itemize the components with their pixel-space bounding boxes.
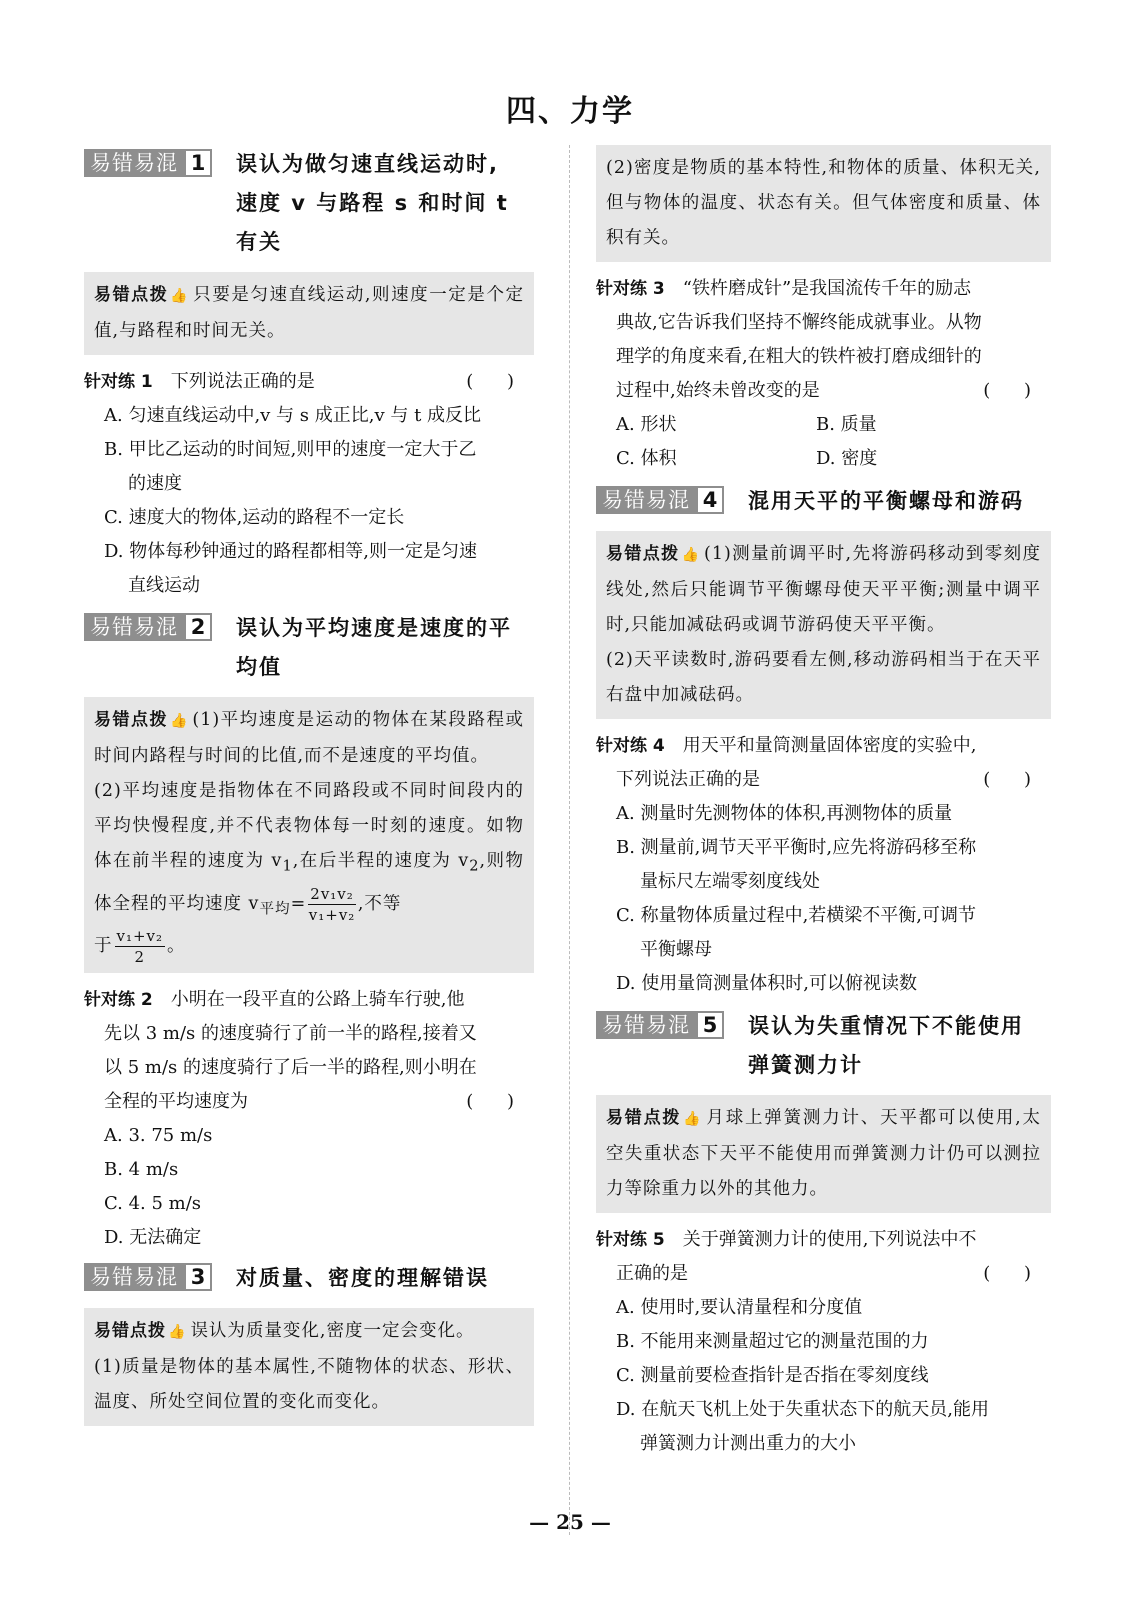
thumbs-up-icon: 👍 bbox=[170, 288, 189, 304]
answer-bracket: ( ) bbox=[983, 380, 1045, 401]
option-c: C. 体积 bbox=[616, 448, 677, 469]
option-d: D. 物体每秒钟通过的路程都相等,则一定是匀速 bbox=[104, 541, 477, 562]
mean-speed-fraction: $\frac{\text{v₁+v₂}}{2}$ bbox=[116, 927, 164, 966]
option-d: D. 无法确定 bbox=[104, 1227, 202, 1248]
section-2-tip: 易错点拨 👍 (1)平均速度是运动的物体在某段路程或时间内路程与时间的比值,而不是速度的平均值。 (2)平均速度是指物体在不同路段或不同时间段内的平均快慢程度,并不代表物体每一时刻的速度。如物体在前半程的速度为 $v_1$,在后半程的速度为 $v_2$,则物体全程的平均速度 $v_{平均}=$ $\frac{\text{2v₁v₂}}{\text{v₁+v₂}}$ ,不等 于 $\frac{\text{v₁+v₂}}{2}$ 。 bbox=[84, 697, 534, 973]
left-column bbox=[84, 145, 534, 1436]
section-5-heading bbox=[596, 1007, 1051, 1085]
section-tag: 易错易混 1 bbox=[84, 149, 212, 177]
answer-bracket: ( ) bbox=[983, 769, 1045, 790]
section-3-tip-a: 易错点拨 👍 误认为质量变化,密度一定会变化。 (1)质量是物体的基本属性,不随物体的状态、形状、温度、所处空间位置的变化而变化。 bbox=[84, 1308, 534, 1426]
option-b: B. 不能用来测量超过它的测量范围的力 bbox=[616, 1331, 929, 1352]
option-a: A. 匀速直线运动中,v 与 s 成正比,v 与 t 成反比 bbox=[104, 405, 482, 426]
average-speed-fraction: $\frac{\text{2v₁v₂}}{\text{v₁+v₂}}$ bbox=[308, 884, 356, 924]
section-1-title: 误认为做匀速直线运动时, 速度 v 与路程 s 和时间 t 有关 bbox=[236, 152, 509, 254]
right-column bbox=[596, 145, 1051, 1463]
option-d: D. 使用量筒测量体积时,可以俯视读数 bbox=[616, 973, 917, 994]
section-4-title: 混用天平的平衡螺母和游码 bbox=[748, 489, 1024, 513]
option-a: A. 形状 bbox=[616, 414, 677, 435]
section-4-tip: 易错点拨 👍 (1)测量前调平时,先将游码移动到零刻度线处,然后只能调节平衡螺母使天平平衡;测量中调平时,只能加减砝码或调节游码使天平平衡。 (2)天平读数时,游码要看左侧,移动游码相当于在天平右盘中加减砝码。 bbox=[596, 531, 1051, 719]
option-c: C. 测量前要检查指针是否指在零刻度线 bbox=[616, 1365, 929, 1386]
section-4-heading bbox=[596, 482, 1051, 521]
option-b: B. 4 m/s bbox=[104, 1159, 179, 1180]
section-5-tip: 易错点拨 👍 月球上弹簧测力计、天平都可以使用,太空失重状态下天平不能使用而弹簧测力计仍可以测拉力等除重力以外的其他力。 bbox=[596, 1095, 1051, 1213]
answer-bracket: ( ) bbox=[983, 1263, 1045, 1284]
option-d: D. 在航天飞机上处于失重状态下的航天员,能用 bbox=[616, 1399, 989, 1420]
option-b: B. 质量 bbox=[816, 414, 877, 435]
section-tag: 易错易混 5 bbox=[596, 1011, 724, 1039]
option-d: D. 密度 bbox=[816, 448, 878, 469]
section-3-title: 对质量、密度的理解错误 bbox=[236, 1266, 489, 1290]
option-c: C. 称量物体质量过程中,若横梁不平衡,可调节 bbox=[616, 905, 977, 926]
option-a: A. 3. 75 m/s bbox=[104, 1125, 213, 1146]
section-2-title: 误认为平均速度是速度的平 均值 bbox=[236, 616, 512, 679]
question-3: 针对练 3 “铁杵磨成针”是我国流传千年的励志 典故,它告诉我们坚持不懈终能成就事业。从物 理学的角度来看,在粗大的铁杵被打磨成细针的 过程中,始终未曾改变的是 ( ) A. 形状 B. 质量 C. 体积 D. 密度 bbox=[596, 272, 1051, 476]
question-1: 针对练 1 下列说法正确的是 ( ) A. 匀速直线运动中,v 与 s 成正比,v 与 t 成反比 B. 甲比乙运动的时间短,则甲的速度一定大于乙 的速度 C. 速度大的物体,运动的路程不一定长 D. 物体每秒钟通过的路程都相等,则一定是匀速 直线运动 bbox=[84, 365, 534, 603]
page-title: 四、力学 bbox=[506, 94, 634, 129]
question-2: 针对练 2 小明在一段平直的公路上骑车行驶,他 先以 3 m/s 的速度骑行了前一半的路程,接着又 以 5 m/s 的速度骑行了后一半的路程,则小明在 全程的平均速度为 ( ) A. 3. 75 m/s B. 4 m/s C. 4. 5 m/s D. 无法确定 bbox=[84, 983, 534, 1255]
section-tag: 易错易混 3 bbox=[84, 1263, 212, 1291]
option-a: A. 测量时先测物体的体积,再测物体的质量 bbox=[616, 803, 953, 824]
section-tag: 易错易混 4 bbox=[596, 486, 724, 514]
option-c: C. 速度大的物体,运动的路程不一定长 bbox=[104, 507, 405, 528]
option-b-cont: 量标尺左端零刻度线处 bbox=[640, 871, 820, 892]
option-d-cont: 直线运动 bbox=[128, 575, 200, 596]
option-b: B. 甲比乙运动的时间短,则甲的速度一定大于乙 bbox=[104, 439, 477, 460]
option-b-cont: 的速度 bbox=[128, 473, 182, 494]
page-number: — 25 — bbox=[529, 1510, 611, 1534]
option-b: B. 测量前,调节天平平衡时,应先将游码移至称 bbox=[616, 837, 977, 858]
option-a: A. 使用时,要认清量程和分度值 bbox=[616, 1297, 863, 1318]
section-tag: 易错易混 2 bbox=[84, 613, 212, 641]
option-c-cont: 平衡螺母 bbox=[640, 939, 712, 960]
thumbs-up-icon: 👍 bbox=[683, 1111, 702, 1127]
section-3-tip-b: (2)密度是物质的基本特性,和物体的质量、体积无关,但与物体的温度、状态有关。但气体密度和质量、体积有关。 bbox=[596, 145, 1051, 262]
section-5-title: 误认为失重情况下不能使用 弹簧测力计 bbox=[748, 1014, 1024, 1077]
section-3-heading bbox=[84, 1259, 534, 1298]
thumbs-up-icon: 👍 bbox=[168, 1324, 187, 1340]
thumbs-up-icon: 👍 bbox=[169, 713, 189, 729]
column-divider bbox=[569, 145, 570, 1535]
section-1-heading bbox=[84, 145, 534, 262]
answer-bracket: ( ) bbox=[466, 1091, 528, 1112]
section-2-heading bbox=[84, 609, 534, 687]
thumbs-up-icon: 👍 bbox=[681, 547, 700, 563]
answer-bracket: ( ) bbox=[466, 371, 528, 392]
option-c: C. 4. 5 m/s bbox=[104, 1193, 202, 1214]
option-d-cont: 弹簧测力计测出重力的大小 bbox=[640, 1433, 856, 1454]
question-5: 针对练 5 关于弹簧测力计的使用,下列说法中不 正确的是 ( ) A. 使用时,要认清量程和分度值 B. 不能用来测量超过它的测量范围的力 C. 测量前要检查指针是否指在零刻度线 D. 在航天飞机上处于失重状态下的航天员,能用 弹簧测力计测出重力的大小 bbox=[596, 1223, 1051, 1461]
section-1-tip: 易错点拨 👍 只要是匀速直线运动,则速度一定是个定值,与路程和时间无关。 bbox=[84, 272, 534, 355]
question-4: 针对练 4 用天平和量筒测量固体密度的实验中, 下列说法正确的是 ( ) A. 测量时先测物体的体积,再测物体的质量 B. 测量前,调节天平平衡时,应先将游码移至称 量标尺左端零刻度线处 C. 称量物体质量过程中,若横梁不平衡,可调节 平衡螺母 D. 使用量筒测量体积时,可以俯视读数 bbox=[596, 729, 1051, 1001]
